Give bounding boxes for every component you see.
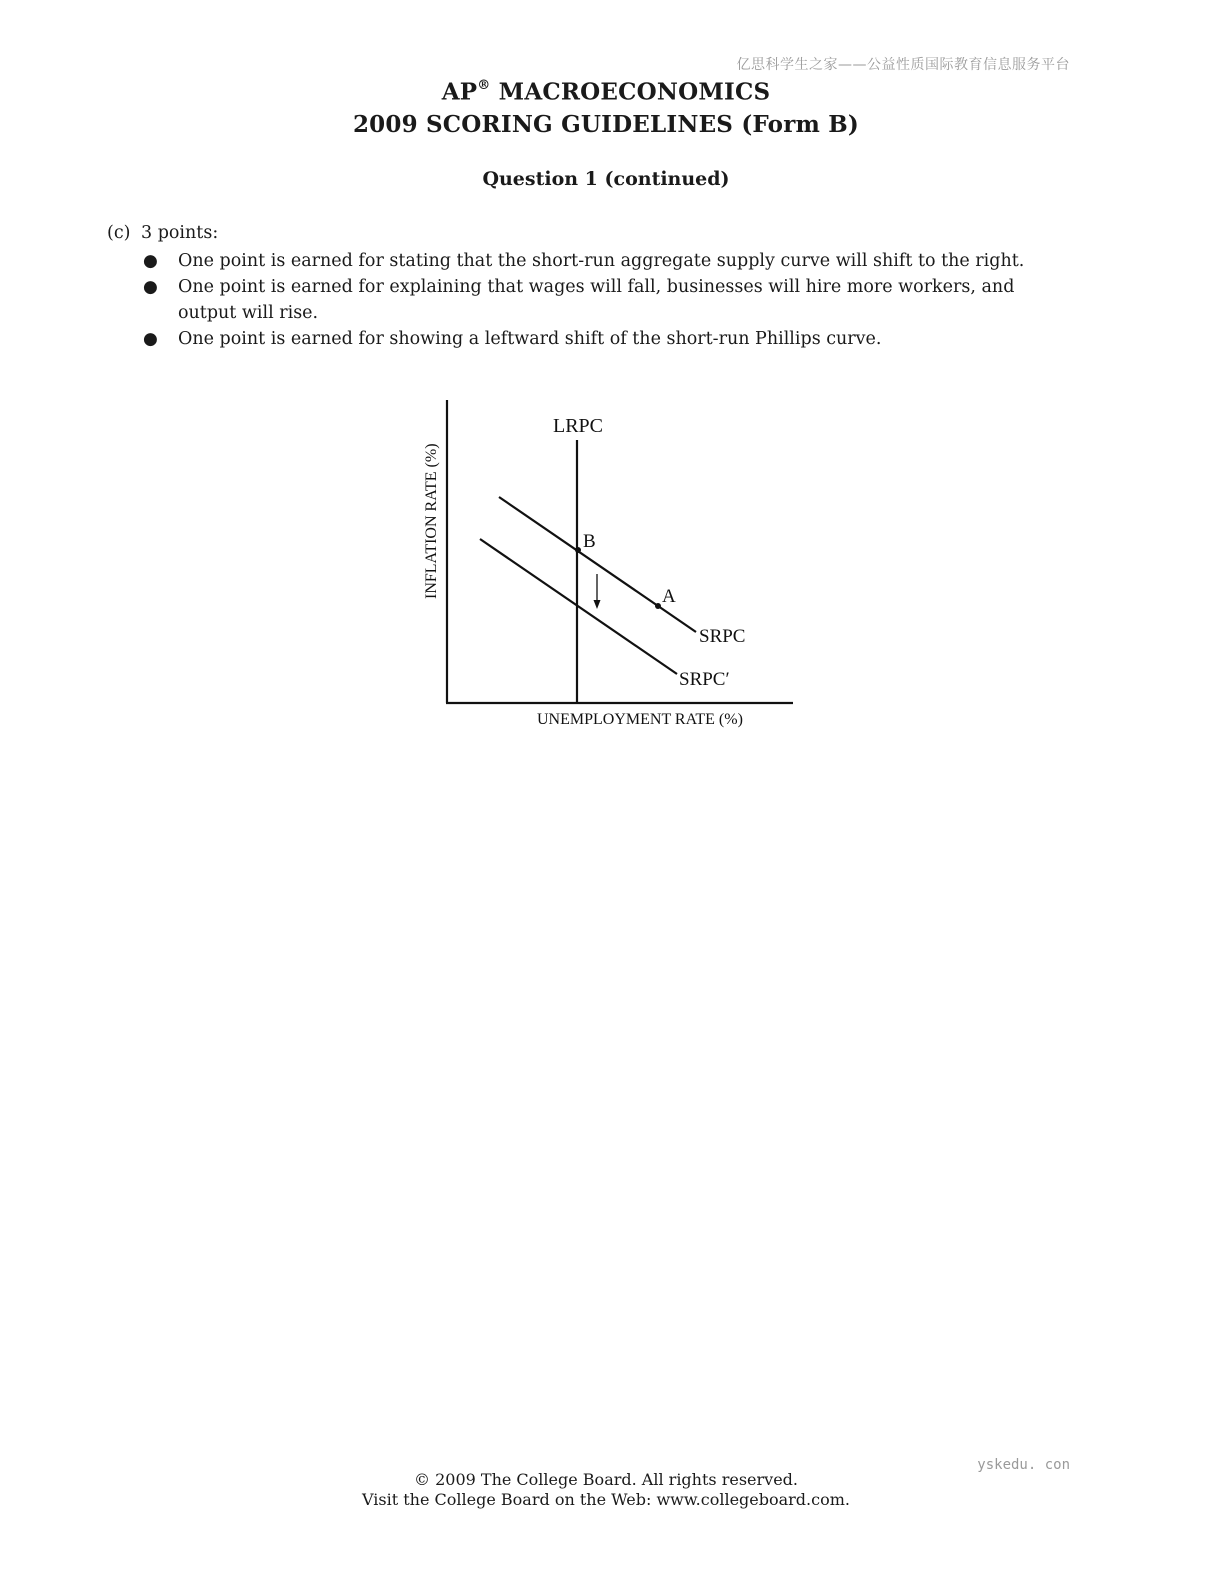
bullet-icon: ● [143, 251, 158, 271]
bullet-icon: ● [143, 277, 158, 297]
part-c [107, 220, 1067, 352]
watermark-top: 亿思科学生之家——公益性质国际教育信息服务平台 [736, 57, 1070, 73]
bullet-icon: ● [143, 329, 158, 349]
visit-text: Visit the College Board on the Web: www.collegeboard.com. [362, 1490, 850, 1509]
title-prefix: AP [441, 78, 478, 106]
srpc-line [499, 497, 696, 632]
point-a-label: A [662, 586, 676, 607]
srpc-label: SRPC [699, 626, 746, 647]
point-a-marker [655, 603, 661, 609]
bullet-text: One point is earned for showing a leftward shift of the short-run Phillips curve. [178, 329, 882, 349]
x-axis-label: UNEMPLOYMENT RATE (%) [537, 711, 743, 728]
page-header [0, 72, 1212, 141]
page-subtitle: 2009 SCORING GUIDELINES (Form B) [352, 110, 860, 138]
y-axis-label: INFLATION RATE (%) [423, 443, 440, 599]
srpc-prime-line [480, 539, 677, 674]
phillips-curve-graph [410, 390, 810, 735]
bullet-text: One point is earned for stating that the short-run aggregate supply curve will shift to the right. [178, 251, 1025, 271]
registered-mark: ® [477, 78, 491, 93]
scoring-bullets [107, 248, 1067, 352]
page-title [0, 72, 1212, 109]
part-points: 3 points: [141, 223, 219, 243]
phillips-curve-figure [410, 390, 810, 735]
question-title: Question 1 (continued) [482, 168, 730, 190]
srpc-prime-label: SRPC′ [679, 669, 730, 690]
scoring-bullet [107, 248, 1067, 274]
bullet-text: One point is earned for explaining that wages will fall, businesses will hire more workers, and output will rise. [178, 277, 1015, 323]
point-b-marker [575, 547, 581, 553]
point-b-label: B [583, 531, 596, 552]
scoring-bullet [107, 274, 1067, 326]
watermark-bottom: yskedu. con [977, 1457, 1070, 1473]
scoring-bullet [107, 326, 1067, 352]
shift-arrow-head [594, 600, 601, 609]
page-footer [0, 1470, 1212, 1510]
title-rest: MACROECONOMICS [490, 78, 771, 106]
part-label: (c) [107, 223, 131, 243]
lrpc-label: LRPC [553, 415, 604, 437]
part-heading [107, 220, 1067, 246]
copyright-text: © 2009 The College Board. All rights reserved. [414, 1470, 798, 1489]
